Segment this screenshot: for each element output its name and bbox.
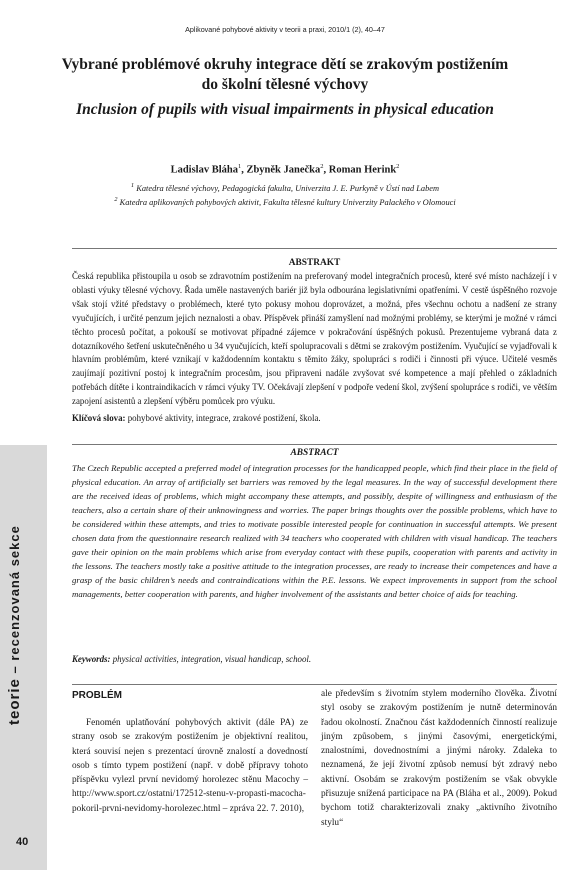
affiliation bbox=[60, 196, 510, 207]
keywords-label: Klíčová slova: bbox=[72, 413, 126, 423]
page-number: 40 bbox=[16, 836, 29, 848]
section-heading: PROBLÉM bbox=[72, 690, 122, 701]
body-column-right: ale především s životním stylem moderního člověka. Životní styl osoby se zrakovým postižením je nutně determinován řadou okolností. Značnou část každodenních činností realizuje jiným způsobem, s jinými časovými, energetickými, znalostními, dovednostními a jinými nároky. Zdaleka to neznamená, že její životní způsob nemusí být zdravý nebo aktivní. Osobám se zrakovým postižením se však obvykle přisuzuje snížená participace na PA (Bláha et al., 2009). Pokud bychom totiž charakterizovali znaky „aktivního životního stylu“ bbox=[321, 689, 557, 828]
side-tab-part1: teorie bbox=[6, 678, 23, 725]
abstract-heading: ABSTRACT bbox=[290, 448, 339, 458]
author-affil-mark: 2 bbox=[396, 163, 400, 170]
keywords-text: pohybové aktivity, integrace, zrakové postižení, škola. bbox=[125, 413, 321, 423]
keywords-text: physical activities, integration, visual handicap, school. bbox=[110, 654, 312, 664]
affiliation-mark: 2 bbox=[114, 196, 118, 203]
side-tab-part2: recenzovaná sekce bbox=[7, 525, 22, 661]
affiliation bbox=[60, 182, 510, 193]
keywords-czech bbox=[72, 412, 557, 426]
divider bbox=[72, 444, 557, 445]
author-list bbox=[60, 163, 510, 176]
title-czech: Vybrané problémové okruhy integrace dětí se zrakovým postižením do školní tělesné výchovy bbox=[61, 56, 509, 93]
affiliation-text: Katedra tělesné výchovy, Pedagogická fakulta, Univerzita J. E. Purkyně v Ústí nad Labem bbox=[134, 183, 440, 193]
body-column-left: Fenomén uplatňování pohybových aktivit (dále PA) ze strany osob se zrakovým postižením je objektivní realitou, která souvisí nejen s prezentací úrovně znalostí a dovedností osob s tímto typem postižení (např. v době přípravy tohoto příspěvku vylezl první nevidomý horolezec stěnu Macochy – http://www.sport.cz/ostatni/172512-stenu-v-propasti-macocha-pokoril-prvni-nevidomy-horolezec.html – zpráva 22. 7. 2010), bbox=[72, 718, 308, 814]
divider bbox=[72, 684, 557, 685]
title-english: Inclusion of pupils with visual impairments in physical education bbox=[76, 101, 494, 118]
side-tab-dash: – bbox=[7, 660, 22, 679]
author-name: Roman Herink bbox=[328, 164, 397, 176]
abstract-text: The Czech Republic accepted a preferred model of integration processes for the handicapped people, which find their place in the field of physical education. An array of artificially set barriers was removed by the legal measures. In the way of successful development there are the received ideas of problems, which might accompany these attempts, and possibly, despite of willingness and enthusiasm of the teachers, also a certain share of their unknowingness and worries. The paper brings thoughts over the possible problems, which have to be considered within these attempts, and tries to motivate possible interested people for continuation in successful attempts. We present chosen data from the questionnaire research realized with 34 teachers who cooperated with children with visual handicap. The teachers gave their opinion on the main problems which arise from everyday contact with these pupils, cooperation with parents and activity in the lessons. The teachers mostly take a positive attitude to the integration processes, are ready to increase their competences and have a grasp of the basic children’s needs and contraindications within the P.E. lessons. We expect improvements in support from the school managements, better cooperation with parents, and higher involvement of the assistants and better choice of aids for teaching. bbox=[72, 463, 557, 599]
divider bbox=[72, 248, 557, 249]
author-affil-mark: 2 bbox=[320, 163, 324, 170]
side-tab-label bbox=[6, 525, 24, 725]
affiliation-mark: 1 bbox=[130, 182, 135, 189]
abstrakt-heading: ABSTRAKT bbox=[288, 258, 341, 268]
keywords-label: Keywords: bbox=[72, 654, 111, 664]
abstrakt-text: Česká republika přistoupila u osob se zdravotním postižením na preferovaný model integračních procesů, které své místo nacházejí i v oblasti výuky tělesné výchovy. Řada uměle nastavených bariér již byla odbourána legislativními opatřeními. V cestě úspěšného rozvoje však stojí vžité představy o problémech, které tyto pokusy mohou doprovázet, a možná, přes všechnu ochotu a nadšení ze strany vyučujících, i určité penzum jejich neznalosti a obav. Příspěvek přináší zamyšlení nad možnými problémy, se kterými je možné v rámci těchto procesů počítat, a pokouší se motivovat případné zájemce v pokračování úspěšných pokusů. Prezentujeme vybraná data z dotazníkového šetření uskutečněného u 34 vyučujících, kteří spolupracovali s dětmi se zrakovým postižením. Vyučující se vyjadřovali k hlavním problémům, které vznikají v každodenním kontaktu s těmito žáky, spolupráci s rodiči i činnosti při výuce. Učitelé vesměs zaujímají pozitivní postoj k integračním procesům, jsou připraveni nadále zvyšovat své kompetence a mají přehled o základních potřebách dítěte i kontraindikacích v rámci výuky TV. Očekávají zlepšení v podpoře vedení škol, zvýšení spolupráce s rodiči, ve větším zapojení asistentů a zlepšení výběru pomůcek pro výuku. bbox=[72, 271, 557, 407]
author-affil-mark: 1 bbox=[237, 163, 242, 170]
author-name: Zbyněk Janečka bbox=[246, 164, 321, 176]
running-head: Aplikované pohybové aktivity v teorii a praxi, 2010/1 (2), 40–47 bbox=[185, 25, 385, 34]
author-name: Ladislav Bláha bbox=[170, 164, 238, 176]
author-separator: , bbox=[241, 164, 247, 176]
affiliation-text: Katedra aplikovaných pohybových aktivit, Fakulta tělesné kultury Univerzity Palackého v Olomouci bbox=[117, 197, 456, 207]
keywords-english bbox=[72, 653, 557, 667]
author-separator: , bbox=[323, 164, 329, 176]
